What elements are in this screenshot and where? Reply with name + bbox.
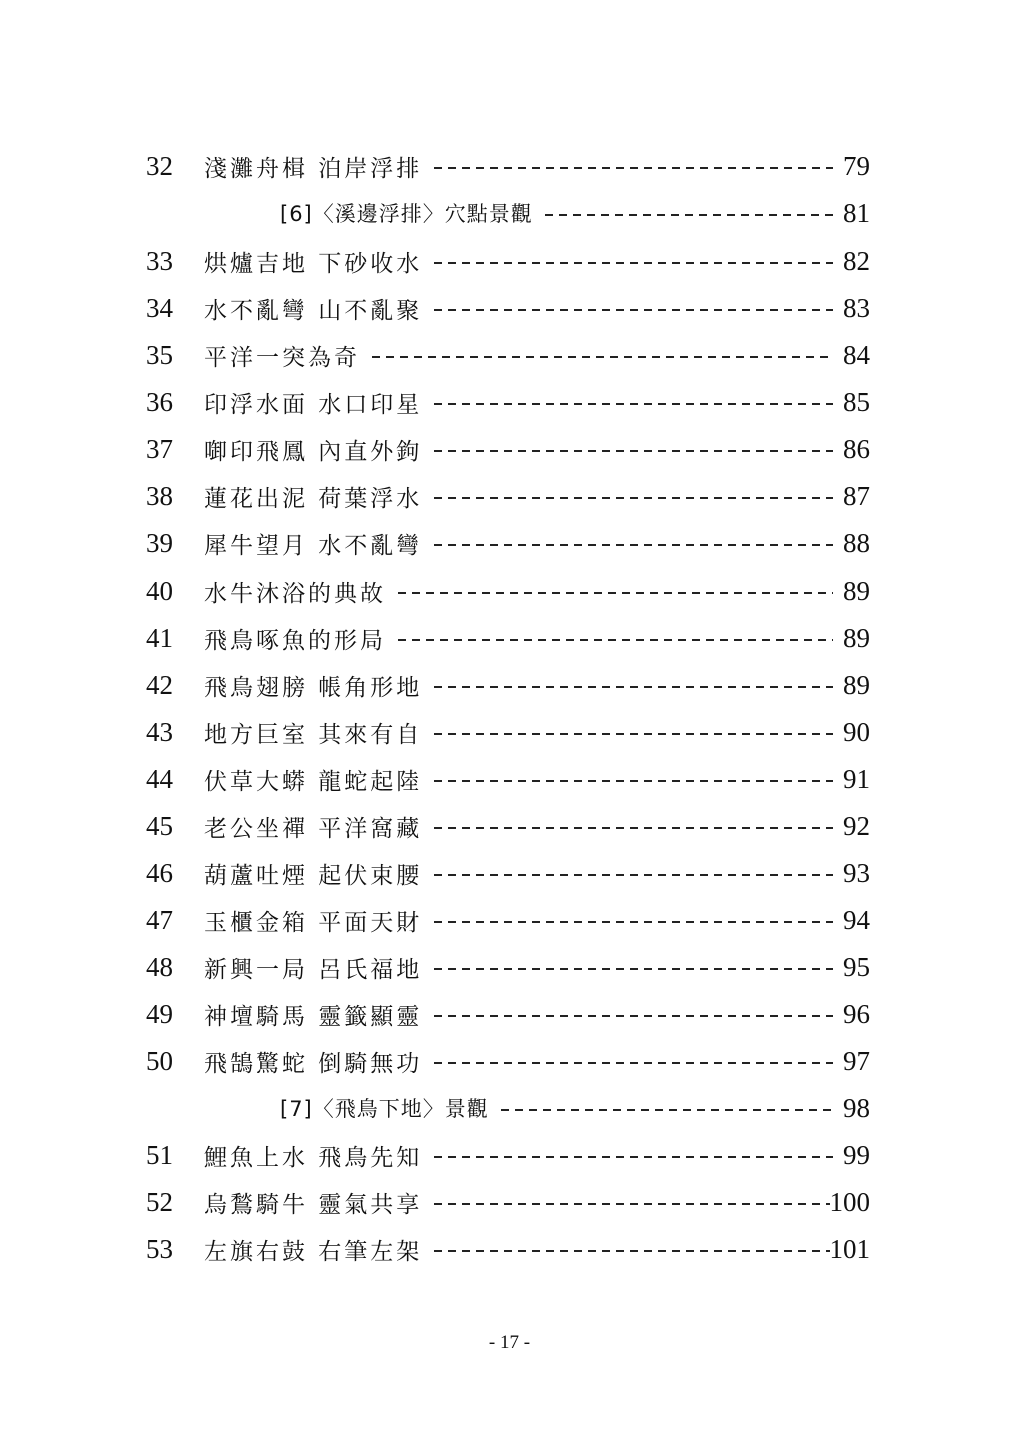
entry-number: 48 <box>146 951 173 982</box>
entry-title: 水牛沐浴的典故 <box>204 580 386 607</box>
entry-title: 神壇騎馬 靈籤顯靈 <box>204 1003 423 1030</box>
toc-row <box>146 1041 870 1081</box>
entry-page: 88 <box>843 527 870 558</box>
toc-row <box>146 523 870 563</box>
entry-page: 90 <box>843 716 870 747</box>
entry-title: 老公坐禪 平洋窩藏 <box>204 815 423 842</box>
entry-number: 33 <box>146 245 173 276</box>
entry-page: 101 <box>829 1233 870 1264</box>
entry-title: 烏鶖騎牛 靈氣共享 <box>204 1191 423 1218</box>
entry-title: 地方巨室 其來有自 <box>204 721 423 748</box>
entry-page: 84 <box>843 339 870 370</box>
toc-row <box>146 947 870 987</box>
toc-row <box>146 1229 870 1269</box>
dot-leader <box>434 262 833 264</box>
entry-page: 94 <box>843 904 870 935</box>
entry-title: 蓮花出泥 荷葉浮水 <box>204 485 423 512</box>
dot-leader <box>434 968 833 970</box>
entry-number: 40 <box>146 575 173 606</box>
toc-row <box>146 1182 870 1222</box>
entry-title: 飛鳥翅膀 帳角形地 <box>204 674 423 701</box>
dot-leader <box>434 1156 833 1158</box>
dot-leader <box>398 639 833 641</box>
toc-row <box>146 335 870 375</box>
toc-row <box>146 288 870 328</box>
entry-title: 飛鵠驚蛇 倒騎無功 <box>204 1050 423 1077</box>
entry-title: 印浮水面 水口印星 <box>204 391 423 418</box>
entry-page: 79 <box>843 150 870 181</box>
entry-number: 46 <box>146 857 173 888</box>
toc-row <box>146 853 870 893</box>
toc-row <box>146 571 870 611</box>
section-title: [7]〈飛鳥下地〉景觀 <box>280 1097 489 1121</box>
entry-page: 98 <box>843 1092 870 1123</box>
entry-page: 97 <box>843 1045 870 1076</box>
entry-page: 91 <box>843 763 870 794</box>
dot-leader <box>434 450 833 452</box>
entry-title: 伏草大蟒 龍蛇起陸 <box>204 768 423 795</box>
entry-number: 52 <box>146 1186 173 1217</box>
toc-section-row <box>146 1088 870 1128</box>
entry-number: 47 <box>146 904 173 935</box>
entry-page: 95 <box>843 951 870 982</box>
dot-leader <box>434 686 833 688</box>
toc-row <box>146 241 870 281</box>
dot-leader <box>434 544 833 546</box>
entry-page: 85 <box>843 386 870 417</box>
toc-row <box>146 146 870 186</box>
section-title: [6]〈溪邊浮排〉穴點景觀 <box>280 202 533 226</box>
toc-row <box>146 806 870 846</box>
entry-title: 葫蘆吐煙 起伏束腰 <box>204 862 423 889</box>
entry-page: 93 <box>843 857 870 888</box>
entry-title: 平洋一突為奇 <box>204 344 360 371</box>
dot-leader <box>434 733 833 735</box>
toc-row <box>146 429 870 469</box>
entry-number: 44 <box>146 763 173 794</box>
entry-page: 87 <box>843 480 870 511</box>
entry-number: 36 <box>146 386 173 417</box>
entry-title: 犀牛望月 水不亂彎 <box>204 532 423 559</box>
entry-page: 89 <box>843 669 870 700</box>
dot-leader <box>372 356 833 358</box>
toc-row <box>146 994 870 1034</box>
entry-title: 水不亂彎 山不亂聚 <box>204 297 423 324</box>
entry-page: 96 <box>843 998 870 1029</box>
entry-number: 50 <box>146 1045 173 1076</box>
dot-leader <box>434 403 833 405</box>
toc-row <box>146 759 870 799</box>
entry-page: 83 <box>843 292 870 323</box>
entry-page: 99 <box>843 1139 870 1170</box>
dot-leader <box>545 214 833 216</box>
entry-page: 89 <box>843 622 870 653</box>
entry-number: 41 <box>146 622 173 653</box>
toc-row <box>146 1135 870 1175</box>
entry-number: 35 <box>146 339 173 370</box>
entry-page: 89 <box>843 575 870 606</box>
entry-number: 39 <box>146 527 173 558</box>
dot-leader <box>434 1015 833 1017</box>
toc-row <box>146 665 870 705</box>
dot-leader <box>398 592 833 594</box>
entry-number: 34 <box>146 292 173 323</box>
entry-number: 38 <box>146 480 173 511</box>
entry-number: 37 <box>146 433 173 464</box>
entry-number: 53 <box>146 1233 173 1264</box>
entry-title: 啣印飛鳳 內直外鉤 <box>204 438 423 465</box>
toc-row <box>146 476 870 516</box>
dot-leader <box>434 827 833 829</box>
toc-row <box>146 382 870 422</box>
entry-number: 43 <box>146 716 173 747</box>
dot-leader <box>434 780 833 782</box>
dot-leader <box>434 1250 829 1252</box>
entry-page: 81 <box>843 197 870 228</box>
entry-title: 左旗右鼓 右筆左架 <box>204 1238 423 1265</box>
entry-page: 100 <box>829 1186 870 1217</box>
entry-title: 鯉魚上水 飛鳥先知 <box>204 1144 423 1171</box>
entry-page: 86 <box>843 433 870 464</box>
entry-number: 42 <box>146 669 173 700</box>
entry-title: 烘爐吉地 下砂收水 <box>204 250 423 277</box>
toc-row <box>146 618 870 658</box>
toc-section-row <box>146 193 870 233</box>
page-number-footer: - 17 - <box>488 1332 531 1353</box>
dot-leader <box>434 921 833 923</box>
entry-number: 32 <box>146 150 173 181</box>
entry-title: 新興一局 呂氏福地 <box>204 956 423 983</box>
dot-leader <box>434 1062 833 1064</box>
entry-page: 82 <box>843 245 870 276</box>
dot-leader <box>434 1203 829 1205</box>
entry-number: 49 <box>146 998 173 1029</box>
entry-title: 淺灘舟楫 泊岸浮排 <box>204 155 423 182</box>
entry-number: 51 <box>146 1139 173 1170</box>
entry-number: 45 <box>146 810 173 841</box>
toc-row <box>146 712 870 752</box>
entry-title: 飛鳥啄魚的形局 <box>204 627 386 654</box>
entry-page: 92 <box>843 810 870 841</box>
dot-leader <box>434 497 833 499</box>
dot-leader <box>434 874 833 876</box>
toc-row <box>146 900 870 940</box>
dot-leader <box>434 167 833 169</box>
dot-leader <box>501 1109 833 1111</box>
entry-title: 玉櫃金箱 平面天財 <box>204 909 423 936</box>
dot-leader <box>434 309 833 311</box>
